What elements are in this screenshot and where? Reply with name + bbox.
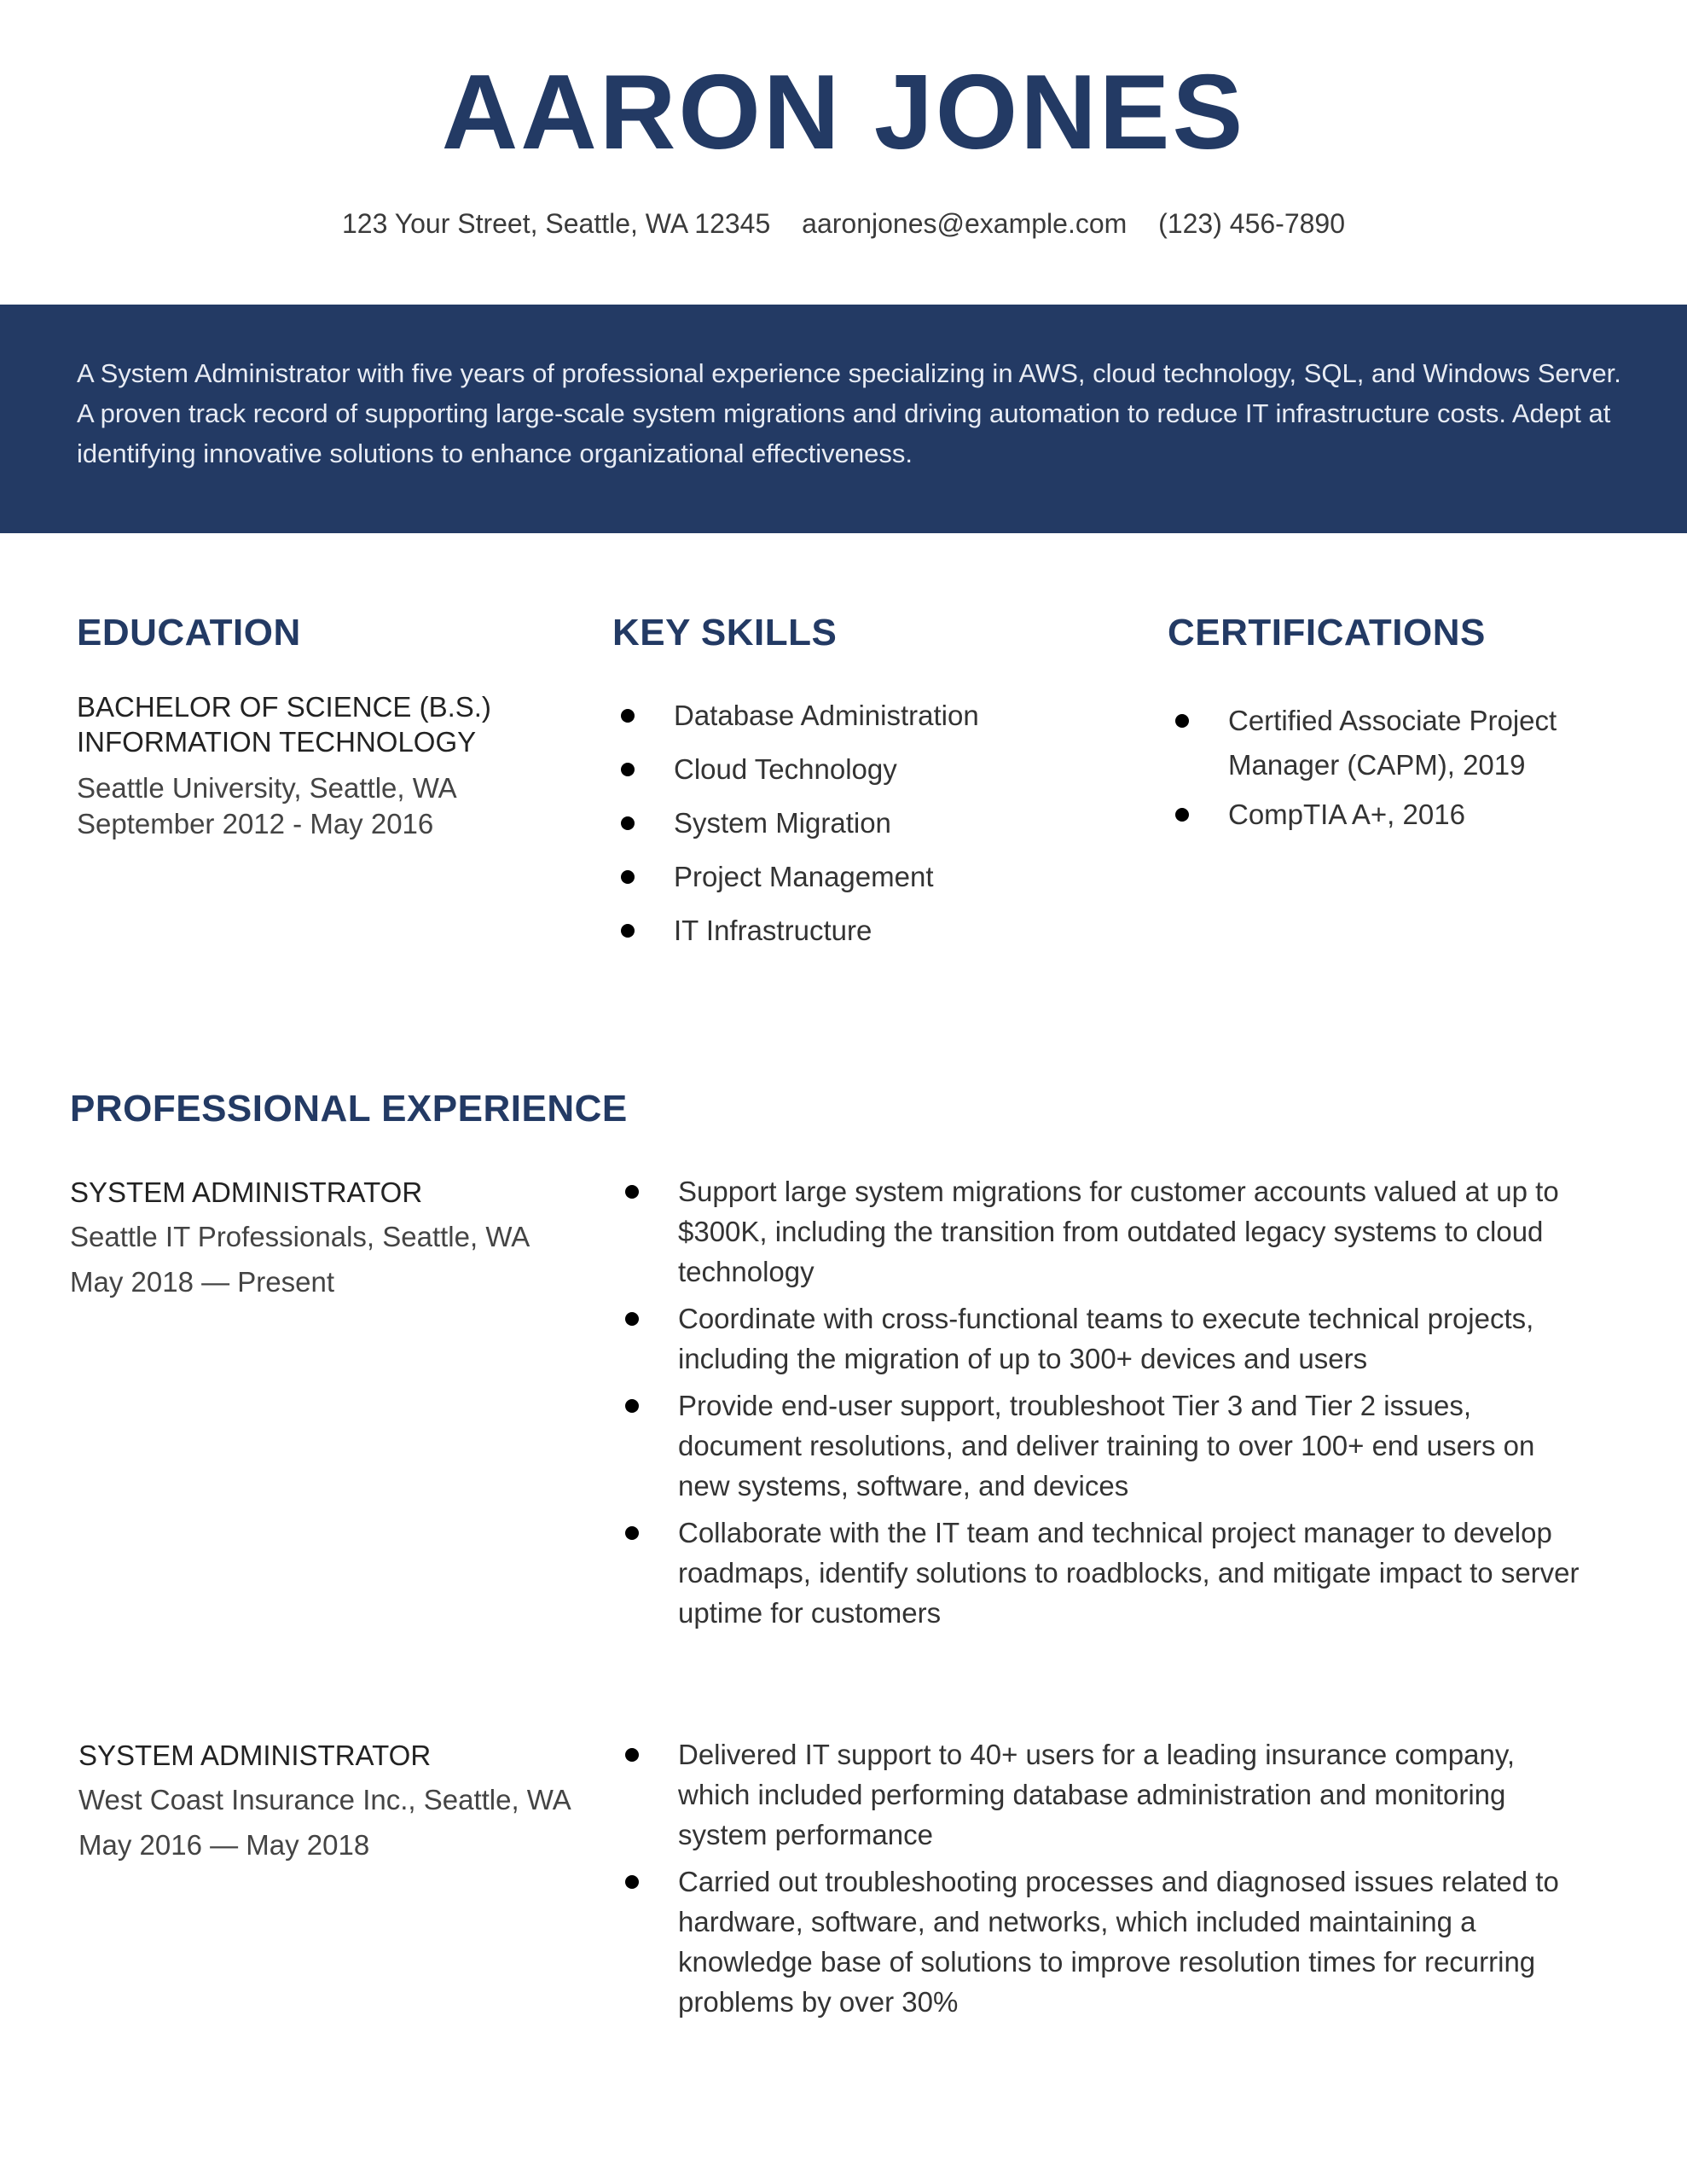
job-title: SYSTEM ADMINISTRATOR <box>70 1176 423 1208</box>
contact-phone: (123) 456-7890 <box>1158 208 1345 239</box>
education-school: Seattle University, Seattle, WA <box>77 772 457 804</box>
contact-line <box>0 203 1687 244</box>
job-duty-item: Coordinate with cross-functional teams to execute technical projects, including the migration of up to 300+ devices and users <box>617 1298 1589 1379</box>
job-duty-item: Carried out troubleshooting processes and diagnosed issues related to hardware, software, and networks, which included maintaining a knowledge base of solutions to improve resolution times for recurring problems by over 30% <box>617 1862 1589 2022</box>
job-dates: May 2018 — Present <box>70 1266 334 1298</box>
skill-item: Cloud Technology <box>612 752 1124 787</box>
summary-text: A System Administrator with five years of professional experience specializing in AWS, cloud technology, SQL, and Windows Server. A proven track record of supporting large-scale system migrations and driving automation to reduce IT infrastructure costs. Adept at identifying innovative solutions to enhance organizational effectiveness. <box>77 358 1621 468</box>
certification-item: Certified Associate Project Manager (CAPM), 2019 <box>1167 699 1644 787</box>
job-duty-item: Delivered IT support to 40+ users for a leading insurance company, which included performing database administration and monitoring system performance <box>617 1734 1589 1855</box>
resume-name: AARON JONES <box>441 54 1246 171</box>
job-duty-item: Collaborate with the IT team and technical project manager to develop roadmaps, identify solutions to roadblocks, and mitigate impact to server uptime for customers <box>617 1513 1589 1633</box>
job-duties-list <box>617 1734 1589 2029</box>
degree-line-2: INFORMATION TECHNOLOGY <box>77 726 477 758</box>
skills-heading: KEY SKILLS <box>612 612 838 653</box>
skill-item: IT Infrastructure <box>612 913 1124 949</box>
job-title: SYSTEM ADMINISTRATOR <box>78 1740 432 1771</box>
skills-list <box>612 698 1124 967</box>
job-details <box>70 1214 530 1304</box>
certification-item: CompTIA A+, 2016 <box>1167 793 1644 837</box>
education-degree <box>77 689 537 759</box>
education-details <box>77 770 554 842</box>
certifications-heading: CERTIFICATIONS <box>1168 612 1486 653</box>
job-company: West Coast Insurance Inc., Seattle, WA <box>78 1784 571 1815</box>
contact-email: aaronjones@example.com <box>802 208 1128 239</box>
education-heading: EDUCATION <box>77 612 301 653</box>
degree-line-1: BACHELOR OF SCIENCE (B.S.) <box>77 691 491 723</box>
education-dates: September 2012 - May 2016 <box>77 808 434 839</box>
certifications-list <box>1167 699 1644 842</box>
skill-item: Project Management <box>612 859 1124 895</box>
skill-item: Database Administration <box>612 698 1124 734</box>
experience-heading: PROFESSIONAL EXPERIENCE <box>70 1088 628 1130</box>
job-duty-item: Support large system migrations for customer accounts valued at up to $300K, including the transition from outdated legacy systems to cloud technology <box>617 1171 1589 1292</box>
job-company: Seattle IT Professionals, Seattle, WA <box>70 1221 530 1252</box>
contact-address: 123 Your Street, Seattle, WA 12345 <box>341 208 771 239</box>
job-duty-item: Provide end-user support, troubleshoot Tier 3 and Tier 2 issues, document resolutions, and deliver training to over 100+ end users on new systems, software, and devices <box>617 1385 1589 1506</box>
skill-item: System Migration <box>612 805 1124 841</box>
job-duties-list <box>617 1171 1589 1640</box>
job-dates: May 2016 — May 2018 <box>78 1829 370 1861</box>
job-details <box>78 1777 571 1867</box>
